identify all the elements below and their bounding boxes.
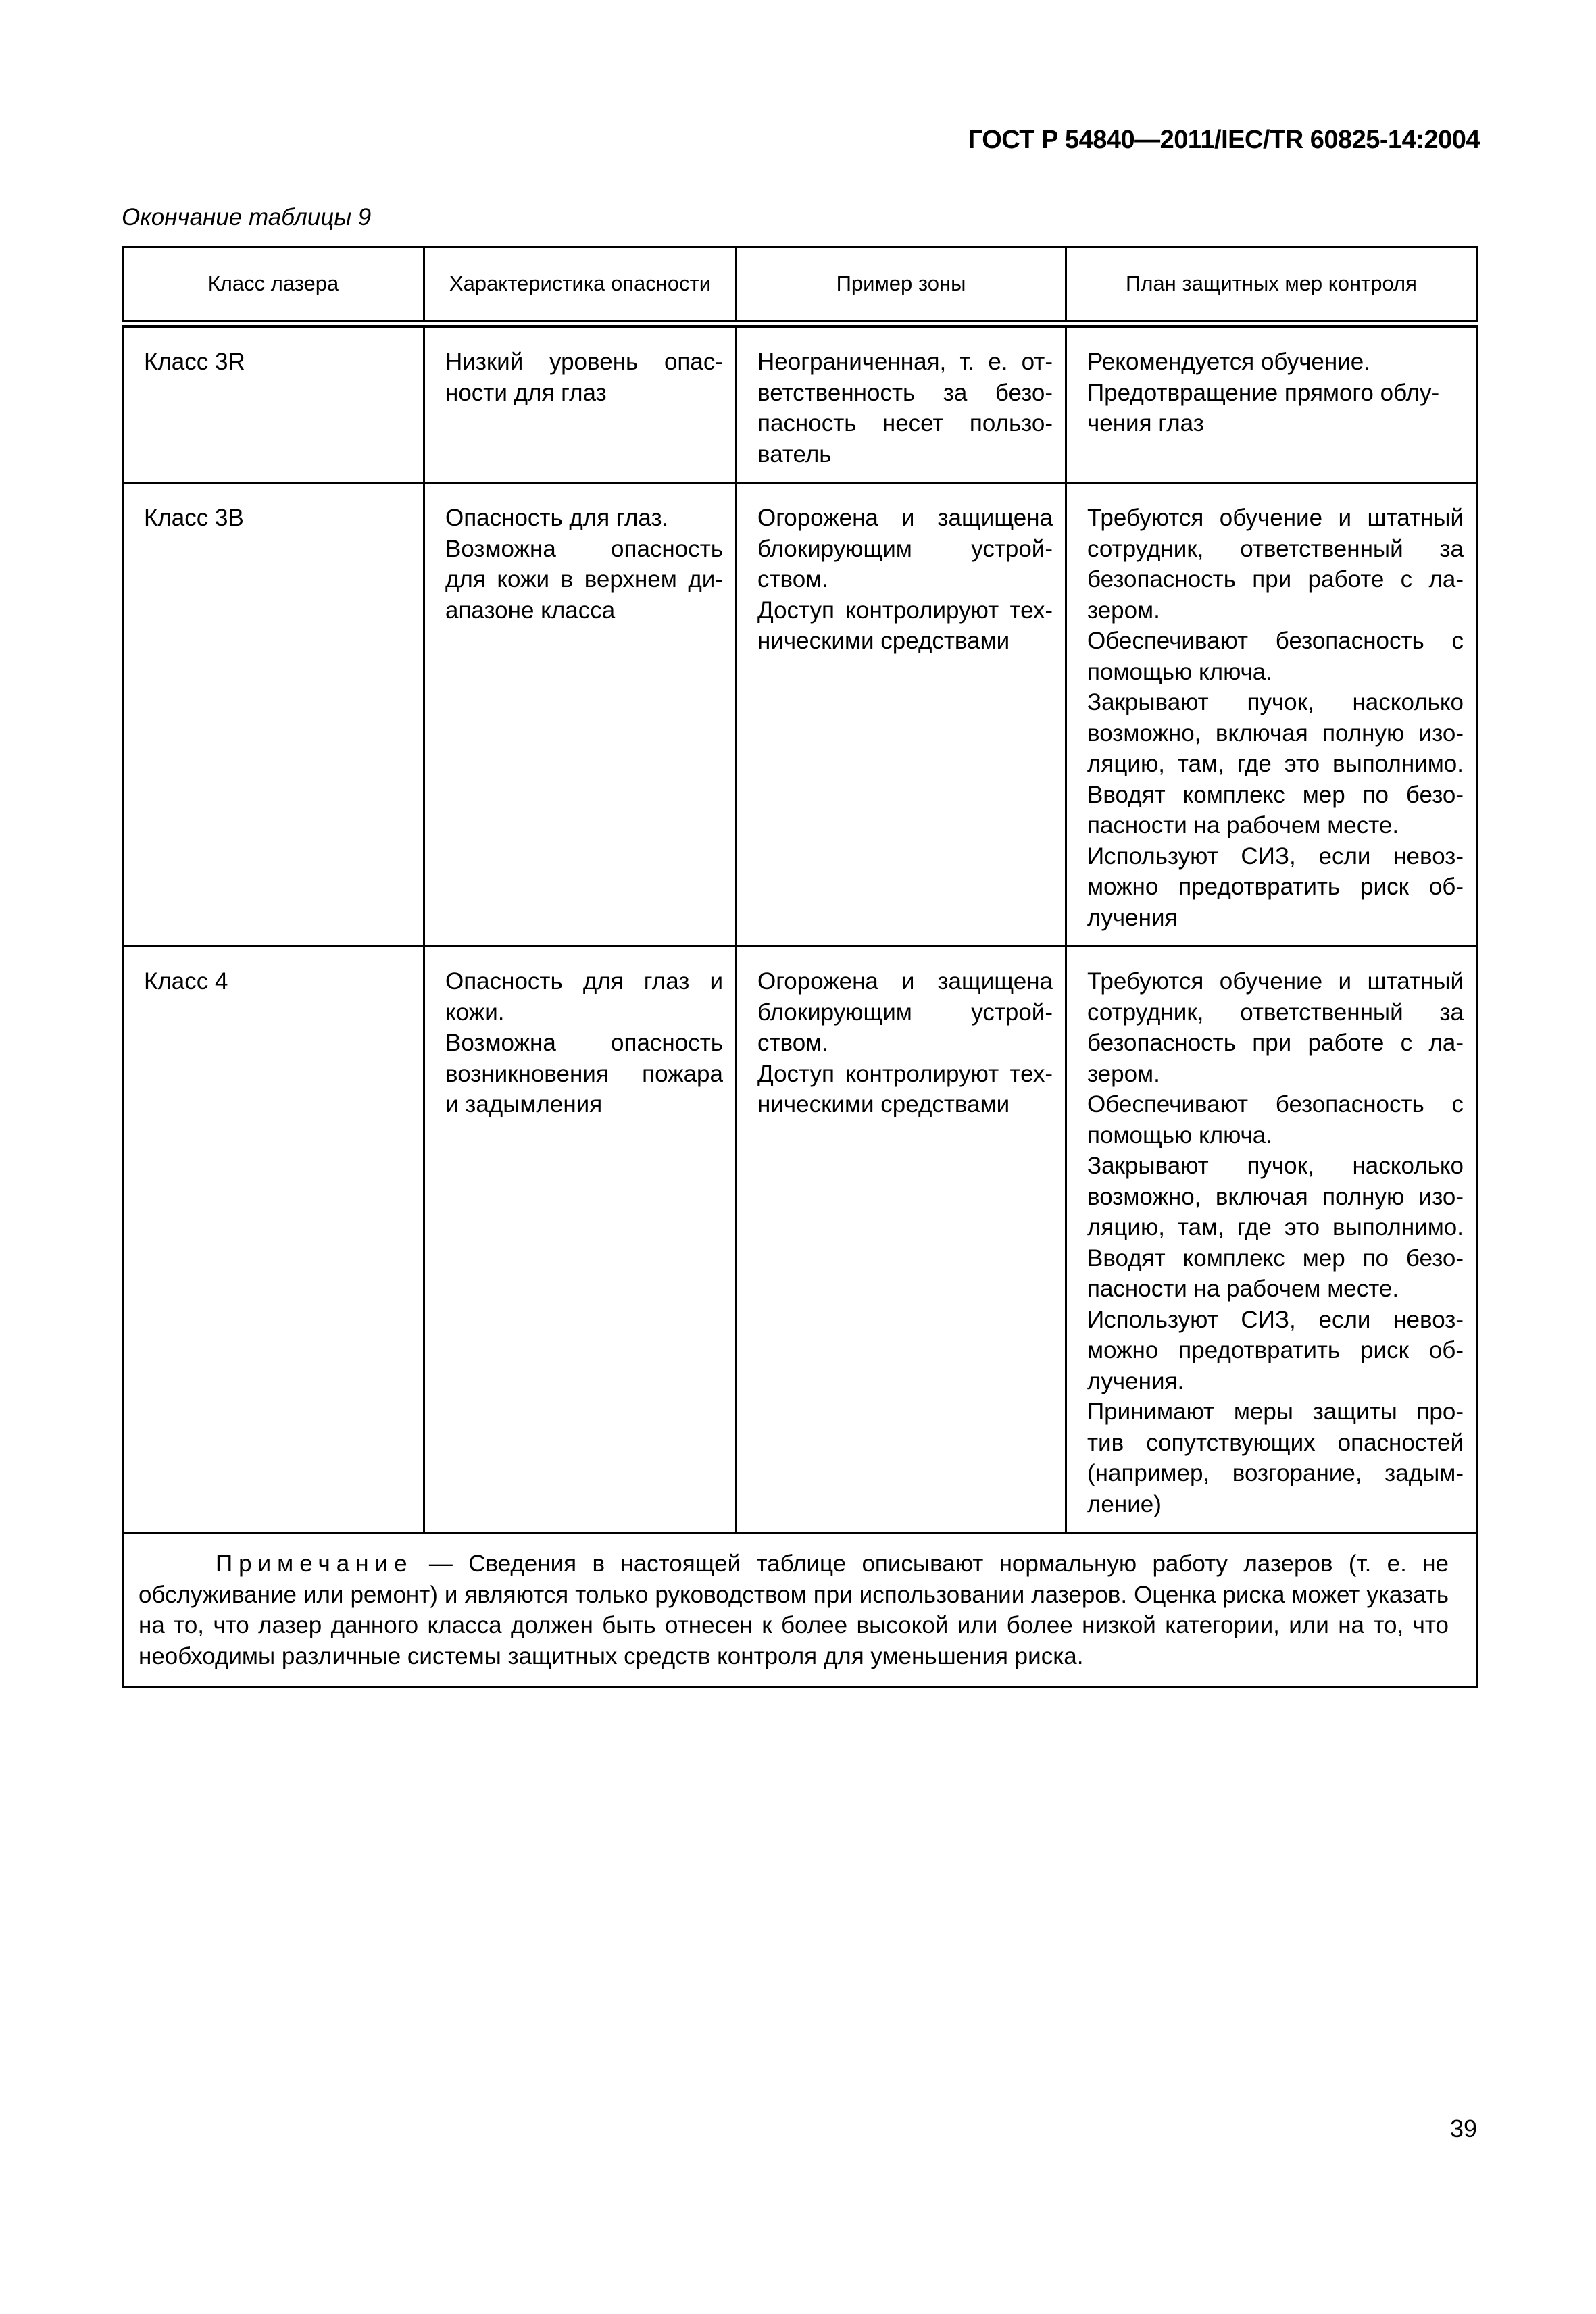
control-plan-cell: Рекомендуется обучение. Предотвращение прямого облу- чения глаз (1066, 324, 1477, 483)
table-caption: Окончание таблицы 9 (122, 204, 372, 230)
zone-cell: Неограниченная, т. е. от- ветственность за безо- пасность несет пользо- ватель (737, 324, 1066, 483)
control-plan-cell: Требуются обучение и штатный сотрудник, ответственный за безопасность при работе с ла- зером. Обеспечивают безопасность с помощью ключа. Закрывают пучок, насколько возможно, включая полную изо- ляцию, там, где это выполнимо. Вводят комплекс мер по безо- пасности на рабочем месте. Используют СИЗ, если невоз- можно предотвратить риск об- лучения (1066, 483, 1477, 947)
laser-class-cell: Класс 3R (123, 324, 424, 483)
laser-class-cell: Класс 4 (123, 947, 424, 1533)
column-header-zone-example: Пример зоны (737, 247, 1066, 324)
column-header-control-plan: План защитных мер контроля (1066, 247, 1477, 324)
page-number: 39 (1449, 2115, 1477, 2142)
table-row (123, 483, 1477, 947)
hazard-cell: Опасность для глаз и кожи. Возможна опасность возникновения пожара и задымления (424, 947, 737, 1533)
table-row (123, 947, 1477, 1533)
hazard-cell: Опасность для глаз. Возможна опасность для кожи в верхнем ди- апазоне класса (424, 483, 737, 947)
table-row (123, 324, 1477, 483)
hazard-cell: Низкий уровень опас- ности для глаз (424, 324, 737, 483)
table-note (123, 1533, 1477, 1688)
laser-class-cell: Класс 3B (123, 483, 424, 947)
document-standard-code: ГОСТ Р 54840—2011/IEC/TR 60825-14:2004 (968, 126, 1480, 154)
zone-cell: Огорожена и защищена блокирующим устрой- ством. Доступ контролируют тех- ническими средствами (737, 483, 1066, 947)
table-header-row (123, 247, 1477, 324)
table-note-row (123, 1533, 1477, 1688)
column-header-laser-class: Класс лазера (123, 247, 424, 324)
note-label: Примечание (216, 1551, 414, 1577)
control-plan-cell: Требуются обучение и штатный сотрудник, ответственный за безопасность при работе с ла- зером. Обеспечивают безопасность с помощью ключа. Закрывают пучок, насколько возможно, включая полную изо- ляцию, там, где это выполнимо. Вводят комплекс мер по безо- пасности на рабочем месте. Используют СИЗ, если невоз- можно предотвратить риск об- лучения. Принимают меры защиты про- тив сопутствующих опасностей (например, возгорание, задым- ление) (1066, 947, 1477, 1533)
note-text: — Сведения в настоящей таблице описывают нормальную работу лазеров (т. е. не обслуживание или ремонт) и являются только руководством при использовании лазеров. Оценка риска может указать на то, что лазер данного класса должен быть отнесен к более высокой или более низкой категории, или на то, что необходимы различные системы защитных средств контроля для уменьшения риска. (139, 1551, 1449, 1669)
laser-class-table (122, 246, 1478, 1688)
column-header-hazard: Характеристика опасности (424, 247, 737, 324)
zone-cell: Огорожена и защищена блокирующим устрой- ством. Доступ контролируют тех- ническими средствами (737, 947, 1066, 1533)
